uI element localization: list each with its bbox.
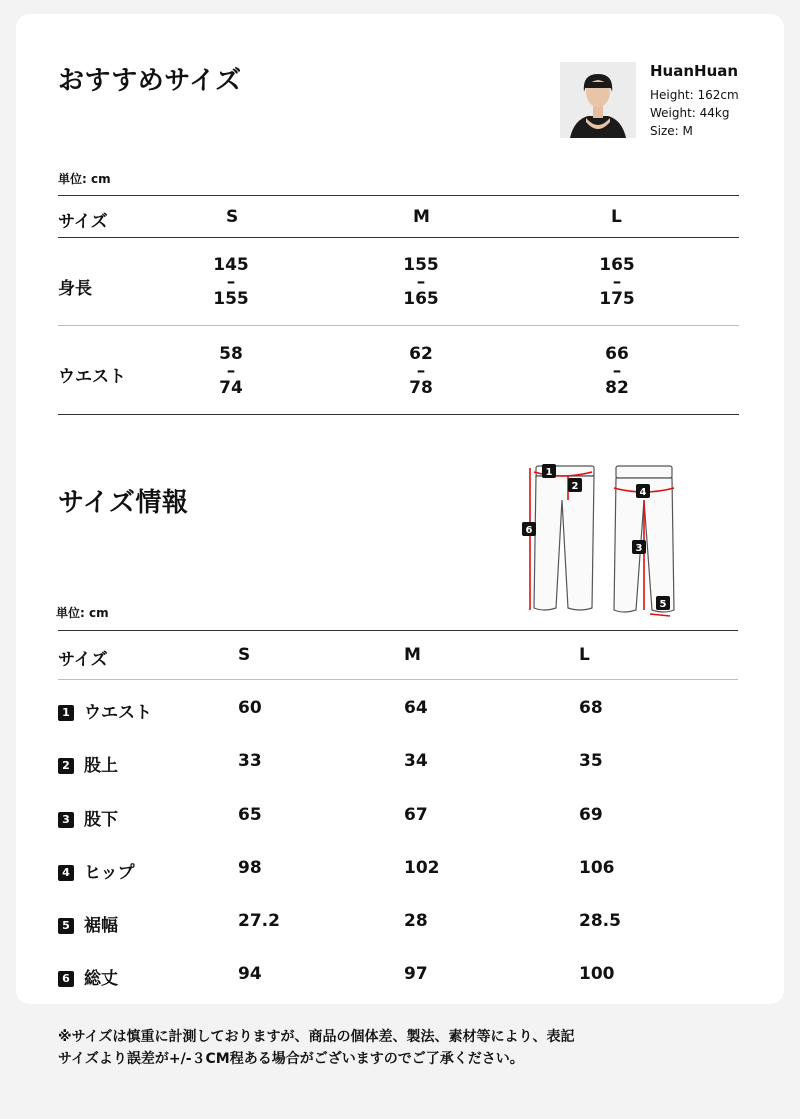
info-row-label: 6 総丈: [58, 964, 118, 989]
info-header-l: L: [579, 645, 590, 665]
waist-s: 58 – 74: [219, 344, 243, 398]
table-top-rule: [58, 195, 739, 196]
info-cell: 69: [579, 805, 603, 825]
info-header-size-label: サイズ: [58, 650, 108, 670]
info-cell: 100: [579, 964, 615, 984]
info-header-m: M: [404, 645, 421, 665]
height-s: 145 – 155: [213, 255, 249, 309]
svg-text:2: 2: [571, 481, 579, 492]
info-cell: 28: [404, 911, 428, 931]
info-cell: 64: [404, 698, 428, 718]
model-height: Height: 162cm: [650, 88, 739, 102]
model-size: Size: M: [650, 124, 693, 138]
header-size-label: サイズ: [58, 212, 108, 232]
header-l: L: [611, 207, 622, 227]
info-cell: 68: [579, 698, 603, 718]
unit-label-2: 単位: cm: [56, 606, 109, 620]
info-row-label: 4 ヒップ: [58, 858, 135, 883]
row-rule: [58, 325, 739, 326]
info-row-label: 5 裾幅: [58, 911, 118, 936]
info-cell: 65: [238, 805, 262, 825]
model-photo: [560, 62, 636, 138]
info-cell: 94: [238, 964, 262, 984]
info-cell: 35: [579, 751, 603, 771]
info-cell: 102: [404, 858, 440, 878]
info-cell: 97: [404, 964, 428, 984]
header-m: M: [413, 207, 430, 227]
waist-l: 66 – 82: [605, 344, 629, 398]
info-row-label: 1 ウエスト: [58, 698, 152, 723]
info-cell: 98: [238, 858, 262, 878]
number-badge-icon: 5: [58, 918, 74, 934]
table-bottom-rule: [58, 414, 739, 415]
number-badge-icon: 3: [58, 812, 74, 828]
info-cell: 33: [238, 751, 262, 771]
info-cell: 67: [404, 805, 428, 825]
header-rule: [58, 237, 739, 238]
number-badge-icon: 1: [58, 705, 74, 721]
info-row-label: 3 股下: [58, 805, 118, 830]
info-row-label: 2 股上: [58, 751, 118, 776]
footer-note-line-2: サイズより誤差が+/-３CM程ある場合がございますのでご了承ください。: [58, 1051, 524, 1067]
info-cell: 27.2: [238, 911, 280, 931]
number-badge-icon: 6: [58, 971, 74, 987]
svg-text:3: 3: [635, 543, 643, 554]
info-header-rule: [58, 679, 738, 680]
model-weight: Weight: 44kg: [650, 106, 730, 120]
model-name: HuanHuan: [650, 62, 739, 80]
waist-m: 62 – 78: [409, 344, 433, 398]
svg-text:4: 4: [639, 487, 647, 498]
recommended-size-title: おすすめサイズ: [58, 66, 242, 96]
row-label-waist: ウエスト: [58, 367, 126, 387]
content-card: [16, 14, 784, 1004]
info-cell: 34: [404, 751, 428, 771]
number-badge-icon: 4: [58, 865, 74, 881]
footer-note-line-1: ※サイズは慎重に計測しておりますが、商品の個体差、製法、素材等により、表記: [58, 1029, 575, 1045]
header-s: S: [226, 207, 239, 227]
row-label-height: 身長: [58, 279, 92, 299]
height-l: 165 – 175: [599, 255, 635, 309]
unit-label: 単位: cm: [58, 172, 111, 186]
number-badge-icon: 2: [58, 758, 74, 774]
info-top-rule: [58, 630, 738, 631]
info-cell: 28.5: [579, 911, 621, 931]
height-m: 155 – 165: [403, 255, 439, 309]
svg-text:5: 5: [659, 599, 667, 610]
pants-measurement-diagram: [522, 460, 682, 624]
info-header-s: S: [238, 645, 251, 665]
info-cell: 106: [579, 858, 615, 878]
size-info-title: サイズ情報: [58, 488, 189, 518]
info-cell: 60: [238, 698, 262, 718]
svg-text:6: 6: [525, 525, 533, 536]
svg-text:1: 1: [545, 467, 553, 478]
